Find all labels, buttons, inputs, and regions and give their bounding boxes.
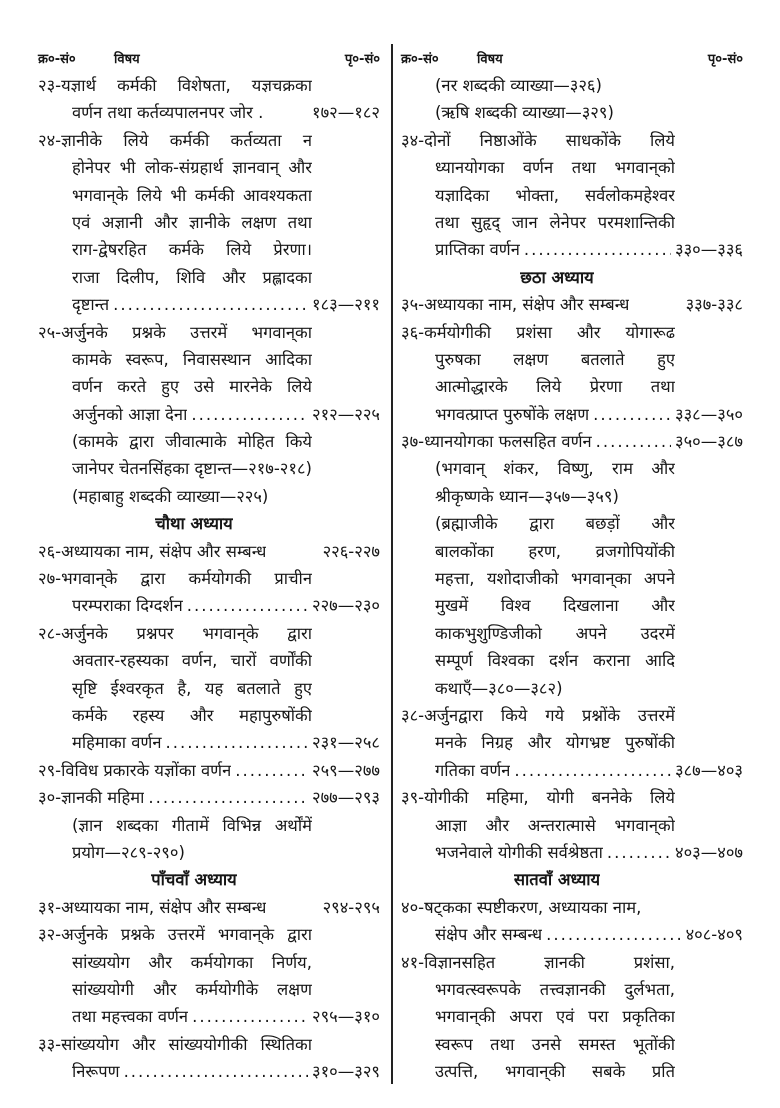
toc-line bbox=[38, 346, 380, 373]
toc-lines bbox=[38, 72, 380, 1085]
entry-text: कामके स्वरूप, निवासस्थान आदिका bbox=[72, 349, 312, 369]
toc-line bbox=[401, 592, 743, 619]
toc-line bbox=[401, 319, 743, 346]
entry-text: भगवत्स्वरूपके तत्त्वज्ञानकी दुर्लभता, bbox=[435, 979, 675, 999]
toc-line bbox=[401, 675, 743, 702]
chapter-heading bbox=[401, 264, 743, 291]
entry-text: २७-भगवान्‌के द्वारा कर्मयोगकी प्राचीन bbox=[38, 569, 312, 589]
page-range: २९४-२९५ bbox=[322, 897, 380, 917]
entry-text: ३८-अर्जुनद्वारा किये गये प्रश्नोंके उत्तरमें bbox=[401, 705, 675, 725]
entry-text: २३-यज्ञार्थ कर्मकी विशेषता, यज्ञचक्रका bbox=[38, 76, 312, 95]
dot-leader bbox=[235, 757, 308, 784]
dot-leader bbox=[607, 839, 671, 866]
entry-text: दृष्टान्त bbox=[72, 295, 110, 315]
toc-line bbox=[38, 894, 380, 921]
toc-line bbox=[401, 976, 743, 1003]
toc-line bbox=[38, 976, 380, 1003]
entry-text: (कामके द्वारा जीवात्माके मोहित किये bbox=[72, 432, 312, 452]
entry-text: ध्यानयोगका वर्णन तथा भगवान्‌को bbox=[435, 158, 675, 178]
page-range: २७७—२९३ bbox=[312, 788, 380, 808]
page-range: १८३—२११ bbox=[312, 295, 380, 315]
toc-line bbox=[401, 812, 743, 839]
entry-text: २८-अर्जुनके प्रश्नपर भगवान्‌के द्वारा bbox=[38, 623, 312, 643]
entry-text: वर्णन करते हुए उसे मारनेके लिये bbox=[72, 377, 312, 397]
toc-line bbox=[401, 154, 743, 181]
entry-text: महत्ता, यशोदाजीको भगवान्‌का अपने bbox=[435, 569, 675, 589]
page-range: १७२—१८२ bbox=[312, 103, 380, 123]
entry-text: सम्पूर्ण विश्वका दर्शन कराना आदि bbox=[435, 651, 675, 671]
entry-text: आज्ञा और अन्तरात्मासे भगवान्‌को bbox=[435, 815, 675, 835]
toc-line bbox=[401, 401, 743, 428]
entry-text: भगवान्‌की अपरा एवं परा प्रकृतिका bbox=[435, 1007, 675, 1027]
entry-text: २९-विविध प्रकारके यज्ञोंका वर्णन bbox=[38, 760, 232, 780]
toc-line bbox=[38, 812, 380, 839]
page-range: २२६-२२७ bbox=[322, 541, 380, 561]
subject-header: विषय bbox=[114, 52, 140, 67]
entry-text: अवतार-रहस्यका वर्णन, चारों वर्णोंकी bbox=[72, 651, 312, 671]
dot-leader bbox=[546, 921, 681, 948]
entry-text: भगवान्‌के लिये भी कर्मकी आवश्यकता bbox=[72, 185, 312, 205]
entry-text: राग-द्वेषरहित कर्मके लिये प्रेरणा। bbox=[72, 240, 312, 260]
toc-line bbox=[401, 647, 743, 674]
entry-text: परम्पराका दिग्दर्शन bbox=[72, 596, 183, 616]
dot-leader bbox=[596, 428, 671, 455]
page-range: ४०८-४०९ bbox=[685, 925, 743, 945]
dot-leader bbox=[191, 401, 308, 428]
toc-line bbox=[38, 291, 380, 318]
toc-line bbox=[401, 839, 743, 866]
dot-leader bbox=[166, 729, 309, 756]
toc-line bbox=[401, 291, 743, 318]
toc-line bbox=[38, 675, 380, 702]
chapter-title: छठा अध्याय bbox=[520, 267, 594, 287]
entry-text: भजनेवाले योगीकी सर्वश्रेष्ठता bbox=[435, 842, 603, 862]
page-range: ३३७-३३८ bbox=[685, 295, 743, 315]
entry-text: अर्जुनको आज्ञा देना bbox=[72, 404, 188, 424]
toc-line bbox=[401, 1031, 743, 1058]
toc-line bbox=[401, 894, 743, 921]
dot-leader bbox=[192, 1003, 308, 1030]
dot-leader bbox=[148, 784, 308, 811]
toc-line bbox=[401, 620, 743, 647]
entry-text: तथा सुहृद् जान लेनेपर परमशान्तिकी bbox=[435, 212, 675, 232]
toc-line bbox=[38, 784, 380, 811]
page-range: ३८७—४०३ bbox=[675, 760, 743, 780]
page-range: ३५०—३८७ bbox=[675, 432, 743, 452]
toc-line bbox=[38, 620, 380, 647]
toc-line bbox=[38, 483, 380, 510]
entry-text: ४०-षट्कका स्पष्टीकरण, अध्यायका नाम, bbox=[401, 897, 642, 917]
serial-header: क्र०-सं० bbox=[38, 52, 76, 67]
entry-text: (ज्ञान शब्दका गीतामें विभिन्न अर्थोंमें bbox=[72, 815, 312, 835]
entry-text: यज्ञादिका भोक्ता, सर्वलोकमहेश्वर bbox=[435, 185, 675, 205]
page-range: ३३०—३३६ bbox=[675, 240, 743, 260]
toc-line bbox=[38, 1003, 380, 1030]
entry-text: ३५-अध्यायका नाम, संक्षेप और सम्बन्ध bbox=[401, 295, 630, 315]
entry-text: ३०-ज्ञानकी महिमा bbox=[38, 788, 145, 808]
toc-line bbox=[38, 72, 380, 99]
toc-line bbox=[38, 455, 380, 482]
toc-line bbox=[401, 729, 743, 756]
entry-text: आत्मोद्धारके लिये प्रेरणा तथा bbox=[435, 377, 675, 397]
entry-text: संक्षेप और सम्बन्ध bbox=[435, 925, 543, 945]
page-header: पृ०-सं० bbox=[707, 52, 743, 67]
entry-text: (महाबाहु शब्दकी व्याख्या—२२५) bbox=[72, 486, 269, 506]
toc-line bbox=[401, 510, 743, 537]
toc-line bbox=[38, 1058, 380, 1085]
entry-text: ३२-अर्जुनके प्रश्नके उत्तरमें भगवान्‌के द्वारा bbox=[38, 925, 312, 945]
toc-line bbox=[38, 182, 380, 209]
toc-line bbox=[401, 72, 743, 99]
subject-header: विषय bbox=[477, 52, 503, 67]
toc-line bbox=[38, 647, 380, 674]
entry-text: तथा महत्त्वका वर्णन bbox=[72, 1007, 189, 1027]
entry-text: महिमाका वर्णन bbox=[72, 733, 162, 753]
toc-line bbox=[401, 99, 743, 126]
entry-text: ३४-दोनों निष्ठाओंके साधकोंके लिये bbox=[401, 130, 675, 150]
chapter-heading bbox=[38, 510, 380, 537]
toc-line bbox=[38, 729, 380, 756]
toc-line bbox=[38, 565, 380, 592]
toc-line bbox=[401, 921, 743, 948]
page-range: ३१०—३२९ bbox=[312, 1062, 380, 1082]
entry-text: ३७-ध्यानयोगका फलसहित वर्णन bbox=[401, 432, 592, 452]
page-range: ४०३—४०७ bbox=[675, 842, 743, 862]
toc-line bbox=[38, 99, 380, 126]
toc-line bbox=[401, 1003, 743, 1030]
entry-text: सांख्ययोग और कर्मयोगका निर्णय, bbox=[72, 952, 312, 972]
entry-text: २५-अर्जुनके प्रश्नके उत्तरमें भगवान्‌का bbox=[38, 322, 312, 342]
serial-header: क्र०-सं० bbox=[401, 52, 439, 67]
page-range: २९५—३१० bbox=[312, 1007, 380, 1027]
column-header bbox=[38, 44, 380, 72]
dot-leader bbox=[187, 592, 308, 619]
chapter-heading bbox=[38, 866, 380, 893]
page-range: २२७—२३० bbox=[312, 596, 380, 616]
toc-line bbox=[38, 702, 380, 729]
entry-text: ३१-अध्यायका नाम, संक्षेप और सम्बन्ध bbox=[38, 897, 267, 917]
entry-text: (ऋषि शब्दकी व्याख्या—३२९) bbox=[435, 103, 614, 123]
entry-text: होनेपर भी लोक-संग्रहार्थ ज्ञानवान् और bbox=[72, 158, 312, 178]
entry-text: ३९-योगीकी महिमा, योगी बननेके लिये bbox=[401, 788, 675, 808]
page-range: २३१—२५८ bbox=[312, 733, 380, 753]
dot-leader bbox=[593, 401, 671, 428]
entry-text: कथाएँ—३८०—३८२) bbox=[435, 678, 563, 698]
toc-line bbox=[401, 236, 743, 263]
page-header: पृ०-सं० bbox=[344, 52, 380, 67]
toc-line bbox=[38, 209, 380, 236]
entry-text: एवं अज्ञानी और ज्ञानीके लक्षण तथा bbox=[72, 212, 312, 232]
toc-line bbox=[38, 428, 380, 455]
toc-line bbox=[38, 401, 380, 428]
dot-leader bbox=[524, 236, 671, 263]
toc-line bbox=[38, 319, 380, 346]
chapter-title: चौथा अध्याय bbox=[155, 514, 233, 534]
entry-text: प्रयोग—२८९-२९०) bbox=[72, 842, 185, 862]
entry-text: प्राप्तिका वर्णन bbox=[435, 240, 520, 260]
entry-text: काकभुशुण्डिजीको अपने उदरमें bbox=[435, 623, 675, 643]
page-range: २१२—२२५ bbox=[312, 404, 380, 424]
entry-text: गतिका वर्णन bbox=[435, 760, 511, 780]
toc-line bbox=[401, 565, 743, 592]
toc-line bbox=[401, 209, 743, 236]
entry-text: ३३-सांख्ययोग और सांख्ययोगीकी स्थितिका bbox=[38, 1034, 312, 1054]
entry-text: बालकोंका हरण, व्रजगोपियोंकी bbox=[435, 541, 675, 561]
right-column bbox=[401, 44, 743, 1085]
entry-text: (नर शब्दकी व्याख्या—३२६) bbox=[435, 76, 602, 95]
toc-line bbox=[38, 1031, 380, 1058]
toc-line bbox=[38, 538, 380, 565]
page-range: ३३८—३५० bbox=[675, 404, 743, 424]
toc-line bbox=[38, 592, 380, 619]
entry-text: कर्मके रहस्य और महापुरुषोंकी bbox=[72, 705, 312, 725]
column-divider bbox=[391, 44, 393, 1084]
entry-text: श्रीकृष्णके ध्यान—३५७—३५९) bbox=[435, 486, 619, 506]
chapter-title: सातवाँ अध्याय bbox=[513, 870, 601, 890]
toc-line bbox=[401, 538, 743, 565]
toc-line bbox=[401, 346, 743, 373]
entry-text: २४-ज्ञानीके लिये कर्मकी कर्तव्यता न bbox=[38, 130, 312, 150]
entry-text: जानेपर चेतनसिंहका दृष्टान्त—२१७-२१८) bbox=[72, 459, 312, 479]
entry-text: स्वरूप तथा उनसे समस्त भूतोंकी bbox=[435, 1034, 675, 1054]
toc-line bbox=[401, 1058, 743, 1085]
chapter-title: पाँचवाँ अध्याय bbox=[151, 870, 237, 890]
entry-text: निरूपण bbox=[72, 1062, 120, 1082]
toc-line bbox=[38, 839, 380, 866]
entry-text: राजा दिलीप, शिवि और प्रह्लादका bbox=[72, 267, 312, 287]
toc-line bbox=[401, 455, 743, 482]
toc-line bbox=[38, 949, 380, 976]
toc-line bbox=[38, 264, 380, 291]
entry-text: सृष्टि ईश्वरकृत है, यह बतलाते हुए bbox=[72, 678, 312, 698]
toc-line bbox=[38, 757, 380, 784]
entry-text: २६-अध्यायका नाम, संक्षेप और सम्बन्ध bbox=[38, 541, 267, 561]
dot-leader bbox=[514, 757, 671, 784]
column-header bbox=[401, 44, 743, 72]
toc-line bbox=[401, 428, 743, 455]
toc-line bbox=[401, 373, 743, 400]
toc-line bbox=[38, 373, 380, 400]
entry-text: भगवत्प्राप्त पुरुषोंके लक्षण bbox=[435, 404, 590, 424]
toc-line bbox=[401, 949, 743, 976]
toc-line bbox=[38, 921, 380, 948]
toc-line bbox=[401, 702, 743, 729]
entry-text: ३६-कर्मयोगीकी प्रशंसा और योगारूढ bbox=[401, 322, 675, 342]
toc-lines bbox=[401, 72, 743, 1085]
toc-line bbox=[401, 182, 743, 209]
entry-text: (ब्रह्माजीके द्वारा बछड़ों और bbox=[435, 514, 675, 534]
entry-text: पुरुषका लक्षण बतलाते हुए bbox=[435, 349, 675, 369]
toc-line bbox=[38, 154, 380, 181]
dot-leader bbox=[113, 291, 308, 318]
dot-leader bbox=[124, 1058, 308, 1085]
toc-line bbox=[401, 757, 743, 784]
toc-line bbox=[401, 127, 743, 154]
toc-line bbox=[38, 236, 380, 263]
toc-line bbox=[401, 483, 743, 510]
entry-text: मनके निग्रह और योगभ्रष्ट पुरुषोंकी bbox=[435, 733, 675, 753]
left-column bbox=[38, 44, 380, 1085]
toc-line bbox=[401, 784, 743, 811]
entry-text: उत्पत्ति, भगवान्‌की सबके प्रति bbox=[435, 1062, 675, 1082]
chapter-heading bbox=[401, 866, 743, 893]
entry-text: (भगवान् शंकर, विष्णु, राम और bbox=[435, 459, 675, 479]
page-range: २५९—२७७ bbox=[312, 760, 380, 780]
entry-text: वर्णन तथा कर्तव्यपालनपर जोर . bbox=[72, 103, 264, 123]
toc-line bbox=[38, 127, 380, 154]
entry-text: सांख्ययोगी और कर्मयोगीके लक्षण bbox=[72, 979, 312, 999]
entry-text: मुखमें विश्व दिखलाना और bbox=[435, 596, 675, 616]
entry-text: ४१-विज्ञानसहित ज्ञानकी प्रशंसा, bbox=[401, 952, 675, 972]
